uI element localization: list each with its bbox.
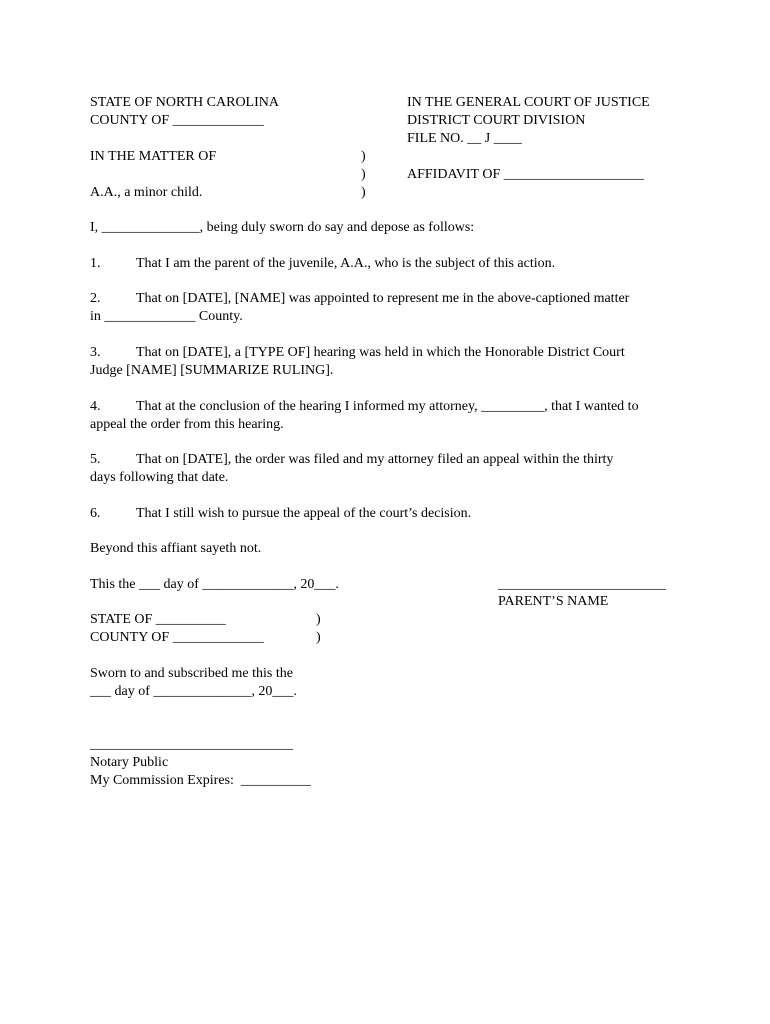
paragraph-number: 6. [90, 506, 101, 521]
caption-paren: ) [361, 185, 366, 200]
venue-paren: ) [316, 630, 321, 645]
paragraph-text: That on [DATE], the order was filed and my attorney filed an appeal within the thirty [136, 452, 614, 467]
sworn-line: ___ day of ______________, 20___. [90, 684, 297, 699]
caption-paren: ) [361, 149, 366, 164]
paragraph-number: 4. [90, 399, 101, 414]
signature-line: ________________________ [498, 577, 666, 592]
caption-matter: IN THE MATTER OF [90, 149, 217, 164]
paragraph-text-cont: appeal the order from this hearing. [90, 417, 284, 432]
notary-title: Notary Public [90, 755, 169, 770]
paragraph-text-cont: Judge [NAME] [SUMMARIZE RULING]. [90, 363, 334, 378]
paragraph-number: 3. [90, 345, 101, 360]
caption-division: DISTRICT COURT DIVISION [407, 113, 586, 128]
venue-county: COUNTY OF _____________ [90, 630, 264, 645]
paragraph-text: That on [DATE], a [TYPE OF] hearing was held in which the Honorable District Court [136, 345, 625, 360]
paragraph-number: 5. [90, 452, 101, 467]
date-line: This the ___ day of _____________, 20___. [90, 577, 339, 592]
venue-state: STATE OF __________ [90, 612, 226, 627]
caption-paren: ) [361, 167, 366, 182]
caption-court: IN THE GENERAL COURT OF JUSTICE [407, 95, 650, 110]
closing-statement: Beyond this affiant sayeth not. [90, 541, 262, 556]
paragraph-number: 1. [90, 256, 101, 271]
notary-signature-line: _____________________________ [90, 737, 293, 752]
caption-file-no: FILE NO. __ J ____ [407, 131, 522, 146]
caption-county: COUNTY OF _____________ [90, 113, 264, 128]
venue-paren: ) [316, 612, 321, 627]
paragraph-text: That I am the parent of the juvenile, A.A., who is the subject of this action. [136, 256, 556, 271]
sworn-line: Sworn to and subscribed me this the [90, 666, 293, 681]
paragraph-text-cont: days following that date. [90, 470, 229, 485]
paragraph-text: That at the conclusion of the hearing I informed my attorney, _________, that I wanted to [136, 399, 639, 414]
paragraph-text: That I still wish to pursue the appeal of the court’s decision. [136, 506, 472, 521]
paragraph-number: 2. [90, 291, 101, 306]
caption-state: STATE OF NORTH CAROLINA [90, 95, 279, 110]
intro-statement: I, ______________, being duly sworn do say and depose as follows: [90, 220, 475, 235]
notary-commission: My Commission Expires: __________ [90, 773, 311, 788]
paragraph-text-cont: in _____________ County. [90, 309, 243, 324]
caption-party: A.A., a minor child. [90, 185, 203, 200]
paragraph-text: That on [DATE], [NAME] was appointed to represent me in the above-captioned matter [136, 291, 630, 306]
affidavit-title: AFFIDAVIT OF ____________________ [407, 167, 644, 182]
signature-label: PARENT’S NAME [498, 594, 609, 609]
